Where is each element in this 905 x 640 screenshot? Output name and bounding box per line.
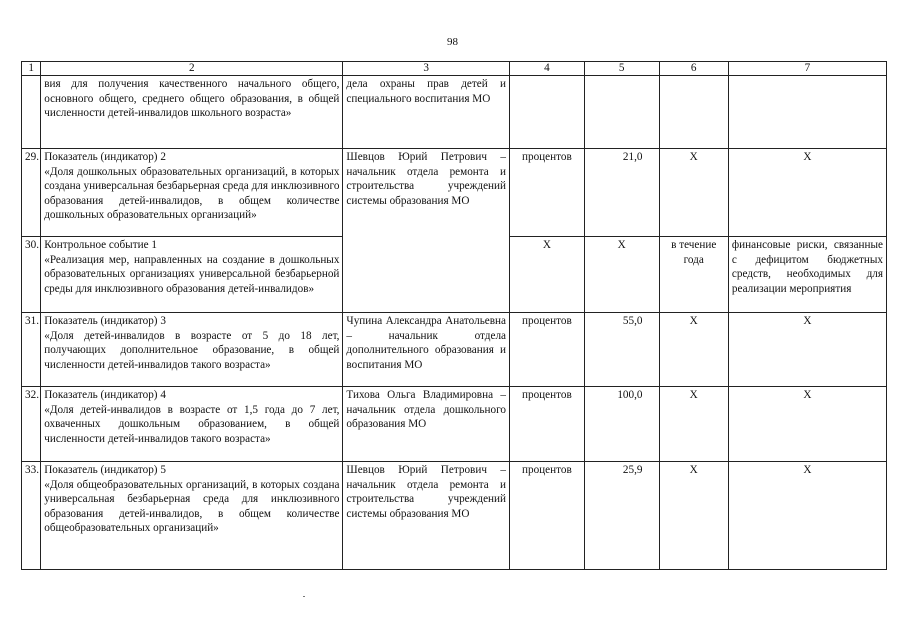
description-cell: [41, 313, 343, 387]
risk-cell: [728, 76, 886, 149]
value-cell: 25,9: [584, 462, 659, 570]
description-cell: [41, 387, 343, 462]
event-text: «Реализация мер, направленных на создание в дошкольных образовательных организациях универсальной безбарьерной среды для инклюзивного образования детей-инвалидов»: [44, 253, 340, 295]
table-header-row: [22, 62, 887, 76]
description-cell: [41, 462, 343, 570]
risk-cell: Х: [728, 462, 886, 570]
column-header: 6: [659, 62, 728, 76]
indicator-title: Показатель (индикатор) 3: [44, 315, 166, 327]
unit-cell: процентов: [510, 387, 585, 462]
event-title: Контрольное событие 1: [44, 239, 157, 251]
period-cell: в течение года: [659, 237, 728, 313]
page-number: 98: [447, 36, 458, 48]
risk-cell: Х: [728, 149, 886, 237]
unit-cell: [510, 76, 585, 149]
table-row: [22, 149, 887, 237]
column-header: 2: [41, 62, 343, 76]
indicator-title: Показатель (индикатор) 5: [44, 464, 166, 476]
responsible-cell: дела охраны прав детей и специального воспитания МО: [343, 76, 510, 149]
period-cell: Х: [659, 149, 728, 237]
column-header: 5: [584, 62, 659, 76]
description-cell: [41, 237, 343, 313]
period-cell: Х: [659, 387, 728, 462]
num-cell: 29.: [22, 149, 41, 237]
unit-cell: процентов: [510, 149, 585, 237]
table-row: [22, 387, 887, 462]
value-cell: Х: [584, 237, 659, 313]
column-header: 3: [343, 62, 510, 76]
table-row: [22, 462, 887, 570]
num-cell: 33.: [22, 462, 41, 570]
value-cell: 21,0: [584, 149, 659, 237]
value-cell: 100,0: [584, 387, 659, 462]
indicator-title: Показатель (индикатор) 4: [44, 389, 166, 401]
scan-speck: [303, 596, 305, 597]
indicator-title: Показатель (индикатор) 2: [44, 151, 166, 163]
risk-cell: Х: [728, 387, 886, 462]
num-cell: 31.: [22, 313, 41, 387]
num-cell: 30.: [22, 237, 41, 313]
responsible-cell: Шевцов Юрий Петрович – начальник отдела ремонта и строительства учреждений системы образования МО: [343, 149, 510, 313]
responsible-cell: Шевцов Юрий Петрович – начальник отдела ремонта и строительства учреждений системы образования МО: [343, 462, 510, 570]
responsible-cell: Тихова Ольга Владимировна – начальник отдела дошкольного образования МО: [343, 387, 510, 462]
num-cell: 32.: [22, 387, 41, 462]
table-row-continuation: [22, 76, 887, 149]
table-row: [22, 313, 887, 387]
indicator-text: «Доля детей-инвалидов в возрасте от 1,5 года до 7 лет, охваченных дошкольным образованием, в общей численности детей-инвалидов такого возраста»: [44, 403, 340, 445]
column-header: 4: [510, 62, 585, 76]
column-header: 7: [728, 62, 886, 76]
value-cell: [584, 76, 659, 149]
risk-cell: финансовые риски, связанные с дефицитом бюджетных средств, необходимых для реализации мероприятия: [728, 237, 886, 313]
unit-cell: Х: [510, 237, 585, 313]
unit-cell: процентов: [510, 313, 585, 387]
column-header: 1: [22, 62, 41, 76]
period-cell: [659, 76, 728, 149]
risk-cell: Х: [728, 313, 886, 387]
responsible-cell: Чупина Александра Анатольевна – начальник отдела дополнительного образования и воспитания МО: [343, 313, 510, 387]
indicator-text: «Доля общеобразовательных организаций, в которых создана универсальная безбарьерная среда для инклюзивного образования детей-инвалидов, в общем количестве общеобразовательных организаций»: [44, 478, 340, 535]
description-cell: [41, 149, 343, 237]
indicator-text: «Доля дошкольных образовательных организаций, в которых создана универсальная безбарьерная среда для инклюзивного образования детей-инвалидов, в общем количестве дошкольных образовательных организаций»: [44, 165, 340, 222]
unit-cell: процентов: [510, 462, 585, 570]
value-cell: 55,0: [584, 313, 659, 387]
period-cell: Х: [659, 313, 728, 387]
indicators-table: [21, 61, 887, 570]
period-cell: Х: [659, 462, 728, 570]
description-cell: вия для получения качественного начального общего, основного общего, среднего общего образования, в общей численности детей-инвалидов школьного возраста»: [41, 76, 343, 149]
indicator-text: «Доля детей-инвалидов в возрасте от 5 до 18 лет, получающих дополнительное образование, в общей численности детей-инвалидов такого возраста»: [44, 329, 340, 371]
num-cell: [22, 76, 41, 149]
